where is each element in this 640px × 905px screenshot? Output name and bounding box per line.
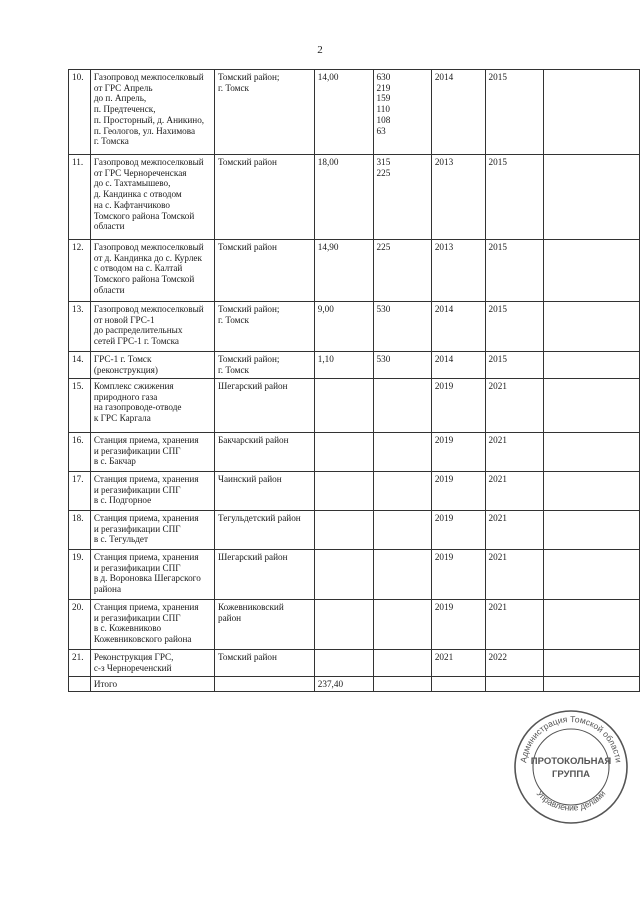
cell-location: Томский район [215,650,315,677]
table-row [69,379,640,433]
cell-diameter: 630 219 159 110 108 63 [373,70,431,155]
table-row [69,240,640,302]
cell-length [314,511,373,550]
total-value: 237,40 [314,677,373,692]
official-stamp [512,708,630,826]
cell-extra [544,433,640,472]
cell-start: 2014 [431,302,485,352]
cell-location: Чаинский район [215,472,315,511]
cell-start: 2019 [431,511,485,550]
stamp-ring-top-text: Администрация Томской области [518,713,624,764]
cell-start: 2014 [431,70,485,155]
cell-diameter [373,650,431,677]
cell-start: 2019 [431,433,485,472]
cell-end: 2021 [485,600,543,650]
cell-diameter: 315 225 [373,155,431,240]
cell-num: 13. [69,302,91,352]
page-number: 2 [317,44,323,56]
cell-num: 14. [69,352,91,379]
table-row [69,352,640,379]
cell-name: Газопровод межпоселковый от ГРС Апрель до п. Апрель, п. Предтеченск, п. Просторный, д. Аникино, п. Геологов, ул. Нахимова г. Томска [90,70,214,155]
stamp-center-line1: ПРОТОКОЛЬНАЯ [530,756,612,767]
cell-start: 2019 [431,379,485,433]
cell-start: 2013 [431,155,485,240]
cell-empty [544,677,640,692]
cell-name: Комплекс сжижения природного газа на газопроводе-отводе к ГРС Каргала [90,379,214,433]
cell-extra [544,70,640,155]
stamp-center-line2: ГРУППА [551,769,591,780]
cell-extra [544,511,640,550]
table-row [69,302,640,352]
table-row [69,433,640,472]
cell-start: 2019 [431,600,485,650]
cell-empty [485,677,543,692]
cell-name: Газопровод межпоселковый от ГРС Чернореченская до с. Тахтамышево, д. Кандинка с отводом на с. Кафтанчиково Томского района Томской области [90,155,214,240]
cell-location: Томский район [215,155,315,240]
table-row [69,511,640,550]
cell-end: 2021 [485,379,543,433]
cell-num: 19. [69,550,91,600]
cell-name: Станция приема, хранения и регазификации СПГ в с. Кожевниково Кожевниковского района [90,600,214,650]
total-label: Итого [90,677,214,692]
cell-length [314,600,373,650]
cell-end: 2015 [485,155,543,240]
cell-name: Станция приема, хранения и регазификации СПГ в с. Подгорное [90,472,214,511]
cell-diameter [373,600,431,650]
cell-end: 2021 [485,472,543,511]
cell-extra [544,472,640,511]
cell-extra [544,352,640,379]
table-row [69,650,640,677]
cell-length [314,433,373,472]
cell-end: 2015 [485,302,543,352]
table-row [69,472,640,511]
cell-num: 21. [69,650,91,677]
cell-num: 10. [69,70,91,155]
cell-end: 2021 [485,550,543,600]
cell-empty [215,677,315,692]
cell-empty [69,677,91,692]
cell-location: Шегарский район [215,379,315,433]
cell-extra [544,240,640,302]
cell-end: 2021 [485,433,543,472]
cell-length: 1,10 [314,352,373,379]
cell-num: 18. [69,511,91,550]
cell-diameter [373,511,431,550]
cell-name: Станция приема, хранения и регазификации СПГ в с. Тегульдет [90,511,214,550]
cell-extra [544,600,640,650]
table-row [69,70,640,155]
cell-diameter [373,550,431,600]
cell-start: 2019 [431,472,485,511]
cell-end: 2021 [485,511,543,550]
cell-extra [544,155,640,240]
table-row [69,550,640,600]
cell-length [314,550,373,600]
cell-diameter: 225 [373,240,431,302]
cell-name: Станция приема, хранения и регазификации СПГ в с. Бакчар [90,433,214,472]
cell-location: Томский район; г. Томск [215,352,315,379]
cell-empty [431,677,485,692]
cell-num: 15. [69,379,91,433]
cell-length [314,472,373,511]
cell-num: 17. [69,472,91,511]
cell-diameter [373,433,431,472]
svg-text:Управление делами [535,788,608,812]
cell-diameter [373,379,431,433]
cell-location: Томский район [215,240,315,302]
cell-end: 2015 [485,352,543,379]
cell-extra [544,550,640,600]
cell-length: 9,00 [314,302,373,352]
cell-start: 2021 [431,650,485,677]
cell-num: 12. [69,240,91,302]
cell-extra [544,650,640,677]
cell-location: Бакчарский район [215,433,315,472]
cell-name: ГРС-1 г. Томск (реконструкция) [90,352,214,379]
cell-diameter: 530 [373,302,431,352]
cell-num: 16. [69,433,91,472]
cell-location: Шегарский район [215,550,315,600]
cell-end: 2015 [485,70,543,155]
cell-start: 2019 [431,550,485,600]
cell-length: 18,00 [314,155,373,240]
cell-location: Тегульдетский район [215,511,315,550]
cell-location: Томский район; г. Томск [215,70,315,155]
cell-num: 11. [69,155,91,240]
cell-diameter [373,472,431,511]
cell-extra [544,302,640,352]
gas-facilities-table [68,69,640,692]
stamp-ring-bottom-text: Управление делами [534,788,608,813]
table-row [69,155,640,240]
cell-length [314,379,373,433]
cell-name: Газопровод межпоселковый от новой ГРС-1 до распределительных сетей ГРС-1 г. Томска [90,302,214,352]
cell-name: Станция приема, хранения и регазификации СПГ в д. Вороновка Шегарского района [90,550,214,600]
cell-location: Кожевниковский район [215,600,315,650]
cell-length: 14,00 [314,70,373,155]
cell-end: 2015 [485,240,543,302]
cell-start: 2013 [431,240,485,302]
cell-empty [373,677,431,692]
total-row [69,677,640,692]
table-row [69,600,640,650]
cell-end: 2022 [485,650,543,677]
cell-extra [544,379,640,433]
cell-name: Реконструкция ГРС, с-з Чернореченский [90,650,214,677]
cell-name: Газопровод межпоселковый от д. Кандинка до с. Курлек с отводом на с. Калтай Томского района Томской области [90,240,214,302]
cell-location: Томский район; г. Томск [215,302,315,352]
cell-length: 14,90 [314,240,373,302]
cell-length [314,650,373,677]
cell-num: 20. [69,600,91,650]
cell-start: 2014 [431,352,485,379]
cell-diameter: 530 [373,352,431,379]
